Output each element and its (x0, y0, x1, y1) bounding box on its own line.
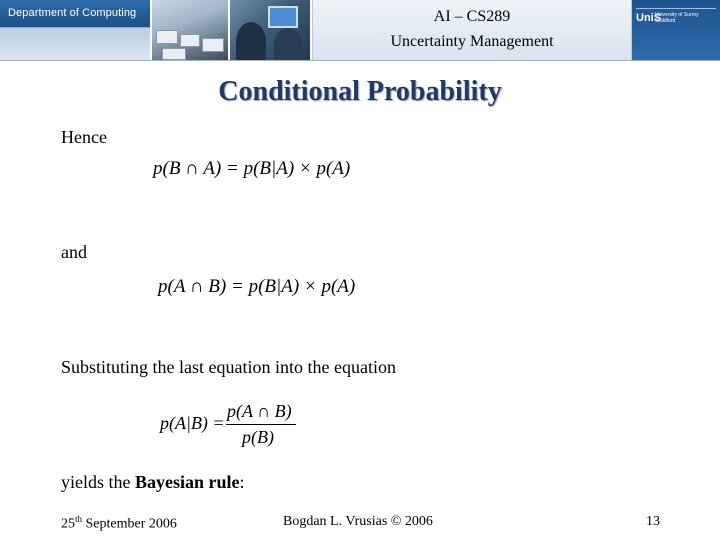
unis-logo-text: UniS (636, 12, 662, 24)
fraction-numerator: p(A ∩ B) (227, 401, 292, 421)
date-suffix: th (75, 514, 83, 524)
bayes-suffix: : (239, 472, 245, 492)
department-banner (0, 0, 150, 60)
department-label: Department of Computing (8, 7, 137, 19)
bayes-prefix: yields the (61, 472, 135, 492)
date-day: 25 (61, 516, 75, 532)
page-number: 13 (646, 514, 660, 529)
slide-title: Conditional Probability (218, 76, 502, 107)
bayes-rule-term: Bayesian rule (135, 472, 240, 492)
equation-joint-b-a: p(B ∩ A) = p(B|A) × p(A) (153, 158, 351, 179)
university-logo (632, 0, 720, 60)
lab-photo (152, 0, 228, 60)
text-substituting: Substituting the last equation into the equation (61, 357, 396, 377)
university-name: University of Surrey Guildford (655, 12, 699, 24)
fraction-denominator: p(B) (242, 427, 274, 447)
students-photo (230, 0, 310, 60)
slide-header (0, 0, 720, 60)
course-title: AI – CS289 (433, 8, 511, 25)
text-bayesian-rule (61, 472, 245, 493)
header-divider (0, 60, 720, 61)
fraction-bar (226, 424, 296, 425)
fraction-lhs: p(A|B) = (160, 413, 225, 433)
footer-date (61, 514, 177, 533)
footer-author: Bogdan L. Vrusias © 2006 (283, 514, 433, 529)
course-subtitle: Uncertainty Management (390, 33, 554, 50)
text-hence: Hence (61, 127, 107, 147)
date-rest: September 2006 (82, 516, 177, 532)
equation-joint-a-b: p(A ∩ B) = p(B|A) × p(A) (158, 276, 356, 297)
course-title-box (312, 0, 632, 60)
text-and: and (61, 242, 87, 262)
